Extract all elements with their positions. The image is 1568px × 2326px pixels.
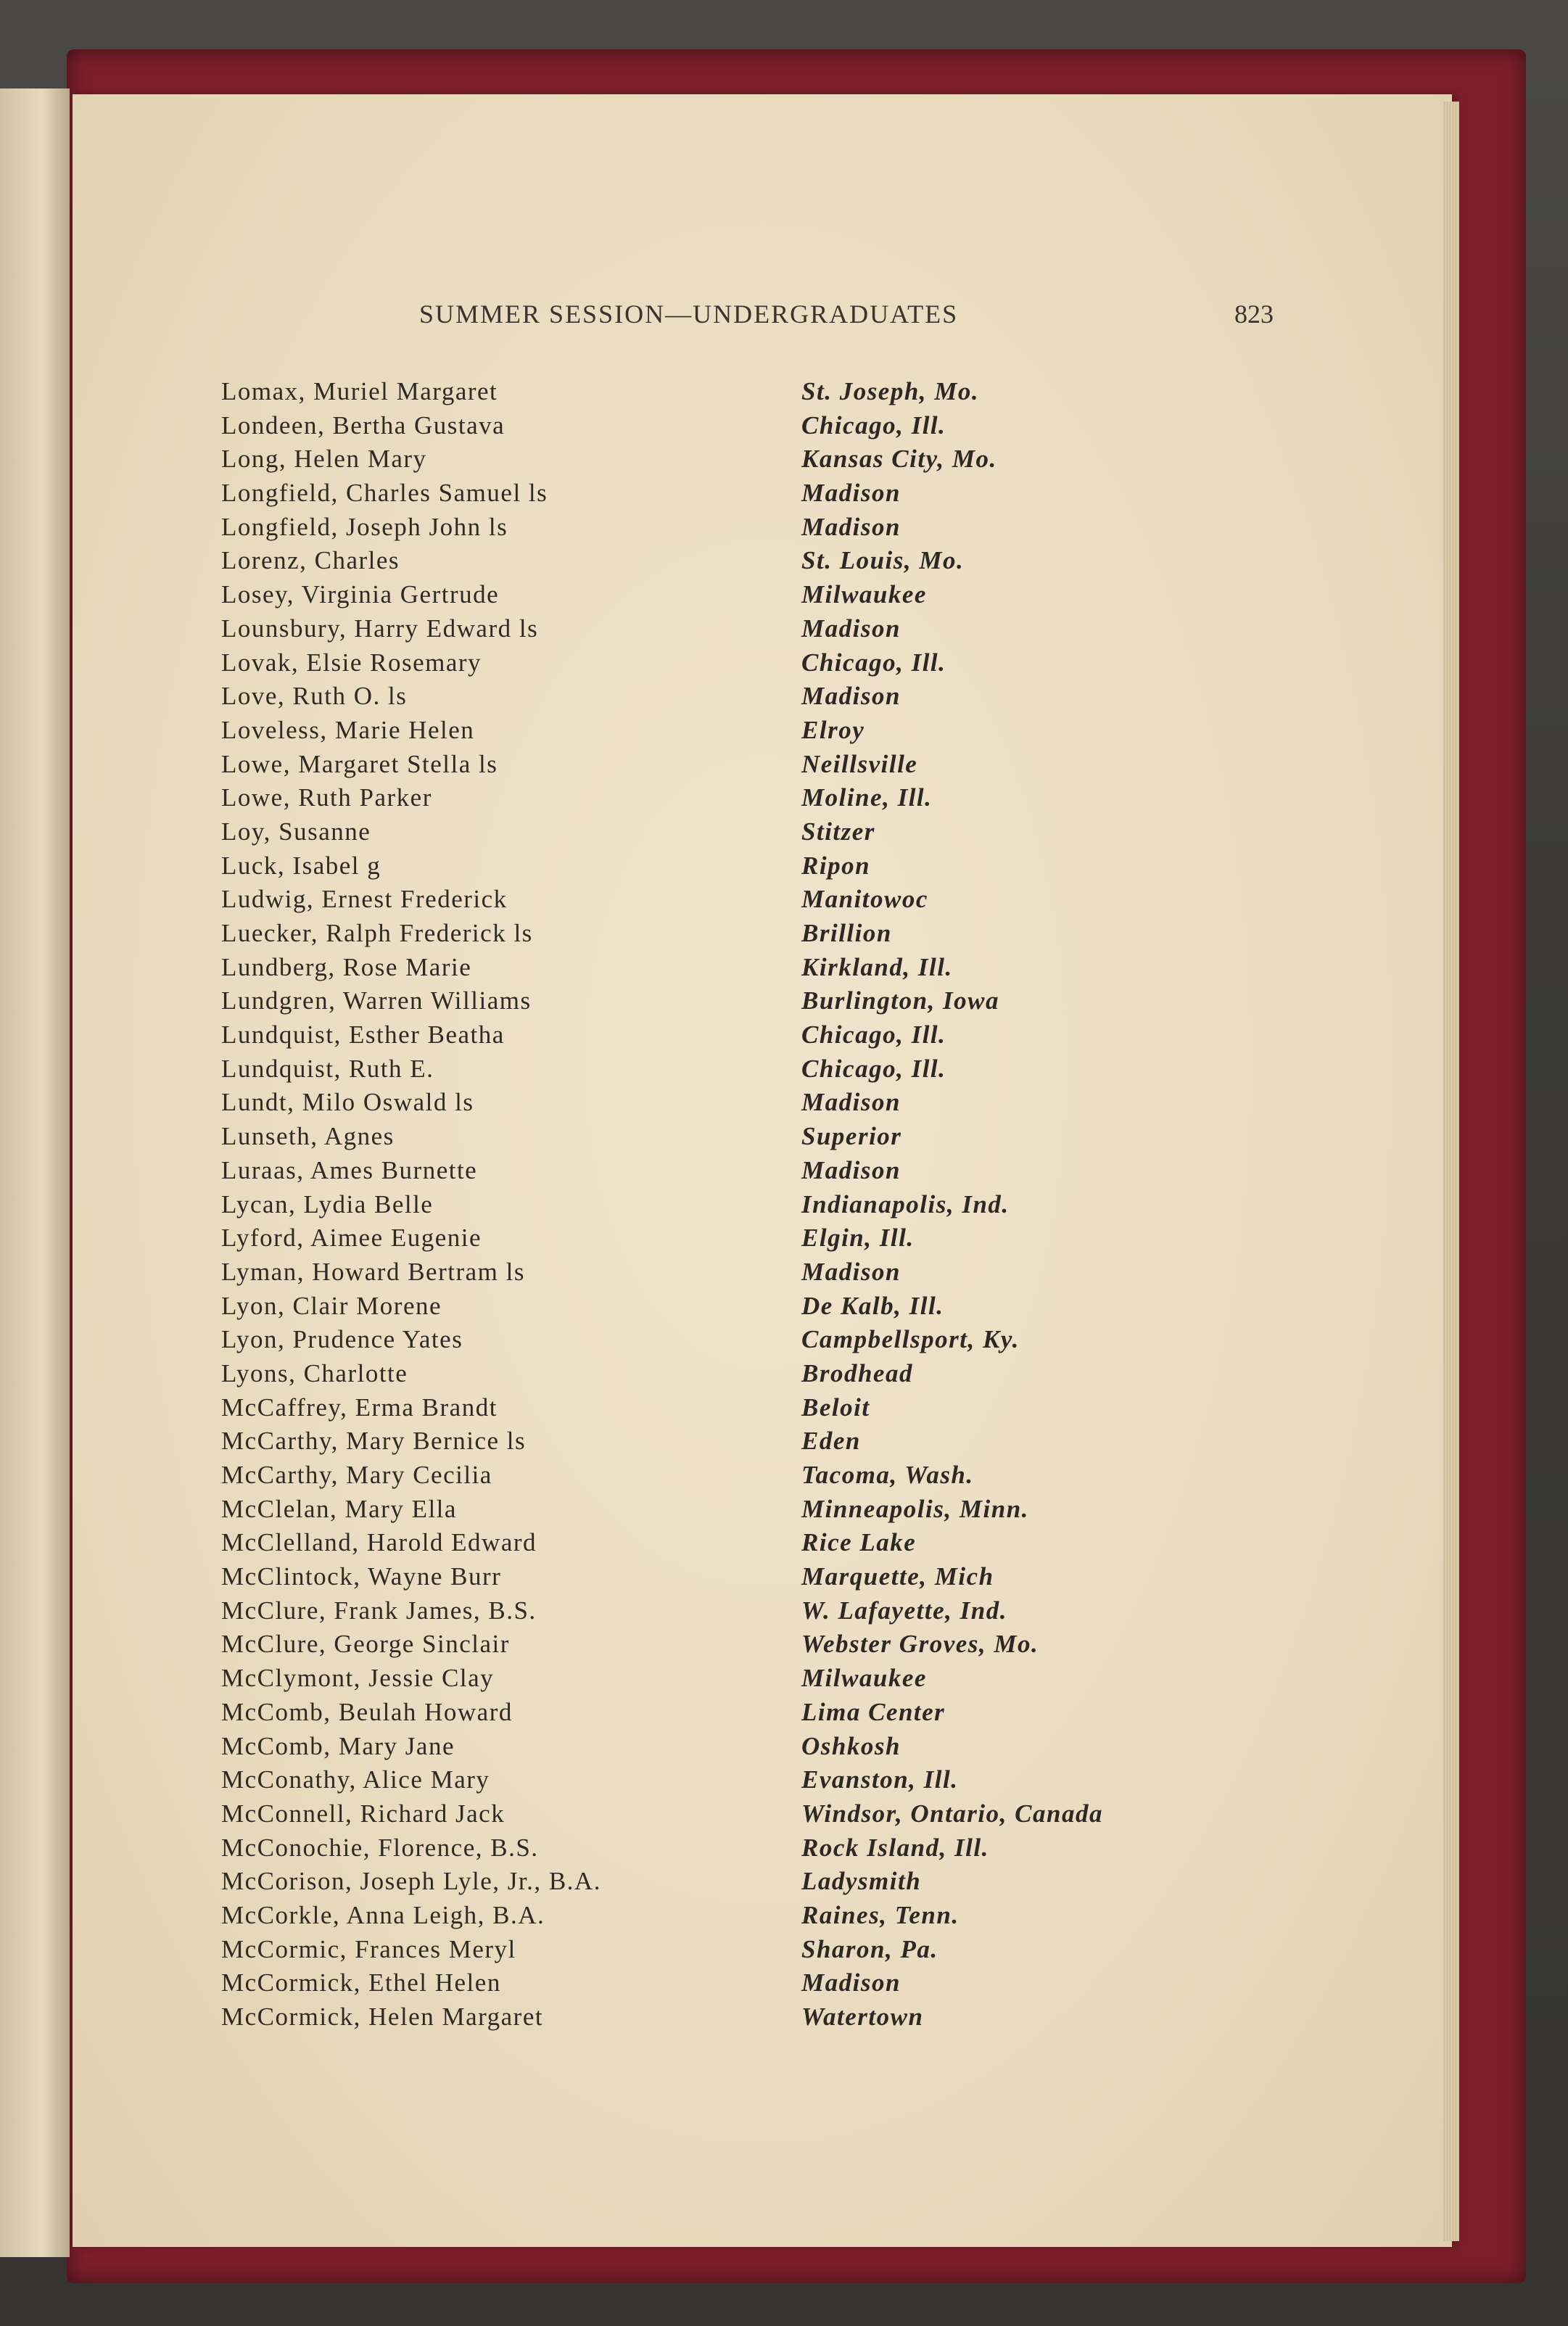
student-name: Lundberg, Rose Marie (221, 952, 472, 981)
list-item (221, 1122, 1251, 1156)
list-item (221, 1495, 1251, 1529)
student-hometown: De Kalb, Ill. (801, 1291, 944, 1320)
student-name: Lundt, Milo Oswald ls (221, 1088, 474, 1117)
student-hometown: Windsor, Ontario, Canada (801, 1799, 1103, 1828)
list-item (221, 1765, 1251, 1799)
student-name: Luecker, Ralph Frederick ls (221, 919, 533, 947)
list-item (221, 648, 1251, 682)
student-hometown: Milwaukee (801, 580, 927, 609)
list-item (221, 851, 1251, 886)
list-item (221, 682, 1251, 716)
student-name: Loveless, Marie Helen (221, 715, 475, 744)
list-item (221, 919, 1251, 953)
student-hometown: Madison (801, 1155, 901, 1184)
student-hometown: Rock Island, Ill. (801, 1833, 989, 1862)
list-item (221, 817, 1251, 851)
list-item (221, 1088, 1251, 1122)
student-list (221, 377, 1251, 2037)
list-item (221, 1528, 1251, 1562)
student-hometown: Indianapolis, Ind. (801, 1189, 1010, 1218)
student-hometown: Milwaukee (801, 1664, 927, 1693)
list-item (221, 1461, 1251, 1495)
student-name: McClelland, Harold Edward (221, 1528, 537, 1557)
list-item (221, 783, 1251, 817)
list-item (221, 953, 1251, 987)
list-item (221, 1732, 1251, 1766)
student-hometown: Stitzer (801, 817, 875, 846)
student-name: Lyon, Prudence Yates (221, 1325, 463, 1354)
list-item (221, 513, 1251, 547)
list-item (221, 1901, 1251, 1935)
student-name: McCarthy, Mary Bernice ls (221, 1427, 527, 1456)
student-name: Lyons, Charlotte (221, 1358, 408, 1387)
student-hometown: Madison (801, 682, 901, 711)
page-number: 823 (1234, 300, 1274, 329)
list-item (221, 885, 1251, 919)
student-name: Lundgren, Warren Williams (221, 986, 532, 1015)
student-hometown: St. Joseph, Mo. (801, 377, 980, 405)
list-item (221, 1258, 1251, 1292)
list-item (221, 1935, 1251, 1969)
student-name: Londeen, Bertha Gustava (221, 411, 506, 440)
student-name: Lowe, Ruth Parker (221, 783, 432, 812)
facing-page-edge (0, 88, 70, 2257)
list-item (221, 1867, 1251, 1901)
student-hometown: Rice Lake (801, 1528, 917, 1557)
list-item (221, 1562, 1251, 1596)
student-name: Lowe, Margaret Stella ls (221, 749, 498, 778)
student-name: Longfield, Joseph John ls (221, 512, 508, 541)
student-hometown: Kirkland, Ill. (801, 952, 953, 981)
student-hometown: Minneapolis, Minn. (801, 1494, 1029, 1523)
student-name: McComb, Mary Jane (221, 1731, 455, 1760)
student-name: Lyford, Aimee Eugenie (221, 1224, 482, 1253)
list-item (221, 479, 1251, 513)
student-hometown: Burlington, Iowa (801, 986, 999, 1015)
student-hometown: Elgin, Ill. (801, 1224, 915, 1253)
student-name: Luck, Isabel g (221, 851, 381, 880)
student-hometown: Chicago, Ill. (801, 1020, 946, 1049)
list-item (221, 546, 1251, 580)
student-hometown: Madison (801, 1968, 901, 1997)
student-hometown: Webster Groves, Mo. (801, 1630, 1039, 1659)
student-name: Lundquist, Ruth E. (221, 1054, 434, 1083)
student-name: Lorenz, Charles (221, 546, 400, 575)
list-item (221, 1596, 1251, 1630)
student-hometown: Campbellsport, Ky. (801, 1325, 1020, 1354)
student-hometown: St. Louis, Mo. (801, 546, 965, 575)
list-item (221, 750, 1251, 784)
student-name: McClelan, Mary Ella (221, 1494, 457, 1523)
list-item (221, 377, 1251, 411)
student-hometown: Chicago, Ill. (801, 1054, 946, 1083)
student-name: Lyman, Howard Bertram ls (221, 1257, 525, 1286)
student-hometown: Raines, Tenn. (801, 1900, 960, 1929)
student-name: McClymont, Jessie Clay (221, 1664, 495, 1693)
list-item (221, 986, 1251, 1020)
student-hometown: W. Lafayette, Ind. (801, 1596, 1007, 1625)
list-item (221, 1968, 1251, 2003)
student-name: McCormick, Ethel Helen (221, 1968, 501, 1997)
list-item (221, 1020, 1251, 1055)
student-name: Lycan, Lydia Belle (221, 1189, 434, 1218)
student-name: McCorison, Joseph Lyle, Jr., B.A. (221, 1867, 601, 1896)
student-name: McCormick, Helen Margaret (221, 2003, 544, 2031)
student-hometown: Beloit (801, 1393, 870, 1422)
student-hometown: Madison (801, 614, 901, 643)
student-hometown: Superior (801, 1122, 902, 1151)
student-hometown: Chicago, Ill. (801, 411, 946, 440)
student-hometown: Madison (801, 1088, 901, 1117)
student-hometown: Kansas City, Mo. (801, 445, 997, 474)
student-name: McClure, George Sinclair (221, 1630, 510, 1659)
student-hometown: Tacoma, Wash. (801, 1461, 974, 1489)
student-name: Longfield, Charles Samuel ls (221, 479, 548, 508)
student-name: Ludwig, Ernest Frederick (221, 885, 508, 914)
list-item (221, 614, 1251, 648)
list-item (221, 580, 1251, 614)
list-item (221, 1055, 1251, 1089)
list-item (221, 411, 1251, 445)
student-name: Lunseth, Agnes (221, 1122, 395, 1151)
list-item (221, 716, 1251, 750)
student-hometown: Madison (801, 512, 901, 541)
student-name: McCaffrey, Erma Brandt (221, 1393, 498, 1422)
student-name: McCorkle, Anna Leigh, B.A. (221, 1900, 545, 1929)
list-item (221, 1325, 1251, 1359)
student-name: Lovak, Elsie Rosemary (221, 648, 482, 677)
student-name: McCarthy, Mary Cecilia (221, 1461, 492, 1489)
list-item (221, 1359, 1251, 1393)
list-item (221, 445, 1251, 479)
list-item (221, 1664, 1251, 1698)
list-item (221, 1292, 1251, 1326)
list-item (221, 2003, 1251, 2037)
student-hometown: Moline, Ill. (801, 783, 933, 812)
student-name: Luraas, Ames Burnette (221, 1155, 478, 1184)
list-item (221, 1224, 1251, 1258)
student-hometown: Eden (801, 1427, 861, 1456)
list-item (221, 1427, 1251, 1461)
list-item (221, 1156, 1251, 1190)
student-hometown: Sharon, Pa. (801, 1934, 938, 1963)
student-name: McConochie, Florence, B.S. (221, 1833, 539, 1862)
list-item (221, 1393, 1251, 1427)
student-name: Lyon, Clair Morene (221, 1291, 442, 1320)
student-hometown: Ladysmith (801, 1867, 922, 1896)
student-hometown: Evanston, Ill. (801, 1765, 959, 1794)
student-name: Lomax, Muriel Margaret (221, 377, 498, 405)
student-name: McClintock, Wayne Burr (221, 1562, 502, 1591)
list-item (221, 1190, 1251, 1224)
running-head: SUMMER SESSION—UNDERGRADUATES (419, 300, 959, 329)
student-hometown: Elroy (801, 715, 865, 744)
student-name: Lounsbury, Harry Edward ls (221, 614, 539, 643)
student-name: McClure, Frank James, B.S. (221, 1596, 537, 1625)
student-name: Loy, Susanne (221, 817, 371, 846)
list-item (221, 1834, 1251, 1868)
student-hometown: Watertown (801, 2003, 924, 2031)
student-hometown: Marquette, Mich (801, 1562, 994, 1591)
page-stack-edge (1443, 102, 1459, 2241)
list-item (221, 1799, 1251, 1834)
student-hometown: Brodhead (801, 1358, 913, 1387)
student-name: McComb, Beulah Howard (221, 1697, 513, 1726)
student-name: Love, Ruth O. ls (221, 682, 408, 711)
student-hometown: Chicago, Ill. (801, 648, 946, 677)
student-hometown: Brillion (801, 919, 892, 947)
student-hometown: Madison (801, 1257, 901, 1286)
list-item (221, 1698, 1251, 1732)
student-hometown: Manitowoc (801, 885, 928, 914)
student-name: Losey, Virginia Gertrude (221, 580, 500, 609)
student-name: McConnell, Richard Jack (221, 1799, 506, 1828)
student-name: McConathy, Alice Mary (221, 1765, 490, 1794)
student-name: Long, Helen Mary (221, 445, 427, 474)
student-hometown: Ripon (801, 851, 871, 880)
student-hometown: Madison (801, 479, 901, 508)
student-hometown: Oshkosh (801, 1731, 901, 1760)
list-item (221, 1630, 1251, 1664)
student-name: McCormic, Frances Meryl (221, 1934, 516, 1963)
student-hometown: Neillsville (801, 749, 918, 778)
student-name: Lundquist, Esther Beatha (221, 1020, 505, 1049)
student-hometown: Lima Center (801, 1697, 946, 1726)
